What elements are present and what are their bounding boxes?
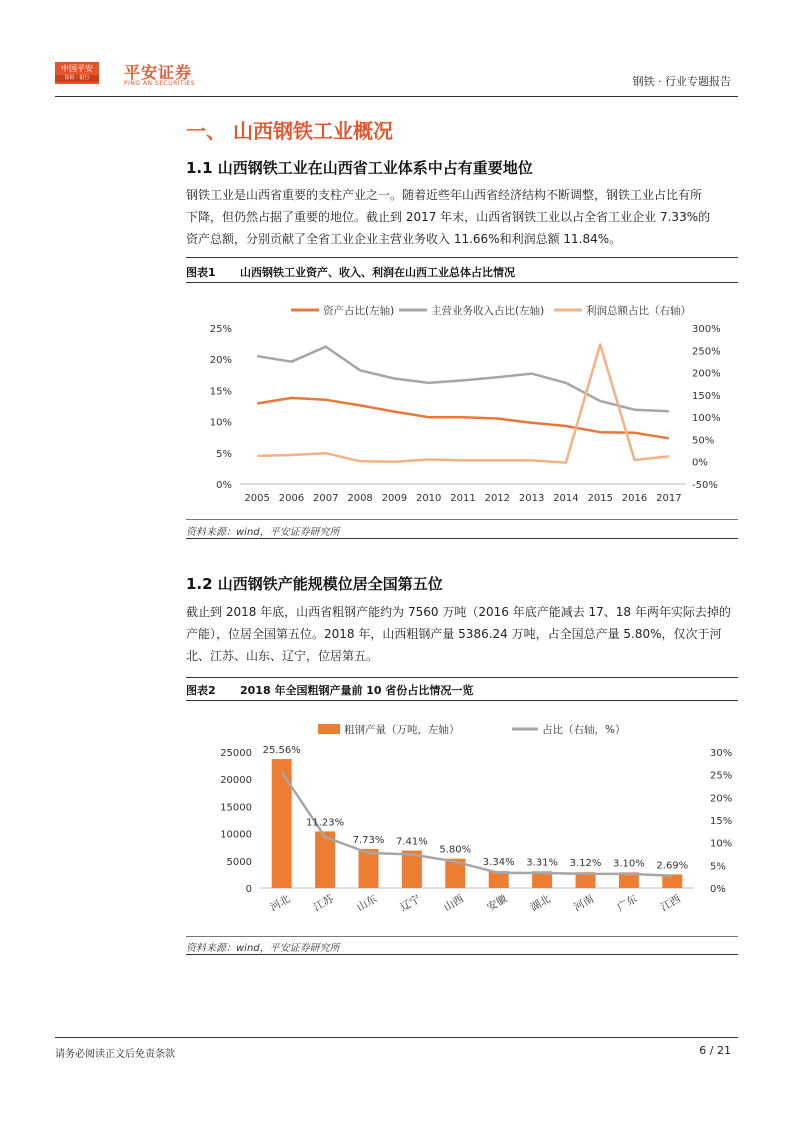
figure-top-rule bbox=[186, 257, 738, 258]
data-label: 3.12% bbox=[569, 858, 602, 870]
figure-caption: 山西钢铁工业资产、收入、利润在山西工业总体占比情况 bbox=[240, 266, 515, 279]
y-right-tick-label: 150% bbox=[692, 390, 721, 402]
subsection-title-1-2: 1.2 山西钢铁产能规模位居全国第五位 bbox=[186, 575, 443, 593]
x-tick-label: 安徽 bbox=[485, 892, 510, 914]
legend-swatch bbox=[318, 724, 340, 734]
logo-subtext: 保险 · 银行 bbox=[55, 75, 99, 82]
figure-source-rule bbox=[186, 936, 738, 937]
legend-label: 利润总额占比（右轴） bbox=[586, 305, 691, 317]
legend-label: 资产占比(左轴) bbox=[323, 305, 395, 317]
brand-name-en: PING AN SECURITIES bbox=[124, 80, 196, 87]
data-label: 3.10% bbox=[613, 858, 645, 870]
subsection-title-1-1: 1.1 山西钢铁工业在山西省工业体系中占有重要地位 bbox=[186, 159, 533, 177]
figure-number: 图表2 bbox=[186, 684, 216, 697]
x-tick-label: 山西 bbox=[441, 892, 466, 914]
y-right-tick-label: 10% bbox=[710, 838, 733, 850]
data-label: 11.23% bbox=[306, 817, 345, 829]
y-left-tick-label: 5000 bbox=[226, 856, 252, 868]
x-tick-label: 2011 bbox=[450, 493, 476, 504]
header-divider bbox=[55, 96, 738, 97]
y-left-tick-label: 25% bbox=[209, 324, 232, 335]
y-left-tick-label: 25000 bbox=[220, 748, 252, 759]
y-left-tick-label: 15% bbox=[209, 386, 232, 398]
legend-label: 主营业务收入占比(左轴) bbox=[431, 305, 545, 317]
footer-divider bbox=[55, 1037, 738, 1038]
y-right-tick-label: -50% bbox=[692, 480, 718, 491]
y-left-tick-label: 5% bbox=[216, 448, 232, 460]
x-tick-label: 2006 bbox=[278, 493, 305, 504]
x-tick-label: 2017 bbox=[656, 493, 682, 504]
data-label: 3.31% bbox=[526, 857, 558, 869]
figure-source-rule bbox=[186, 519, 738, 520]
x-tick-label: 2014 bbox=[553, 493, 579, 504]
x-tick-label: 河北 bbox=[268, 892, 293, 914]
y-right-tick-label: 25% bbox=[710, 770, 733, 782]
bar bbox=[272, 759, 292, 888]
y-left-tick-label: 20% bbox=[209, 355, 232, 367]
figure-1-title bbox=[186, 264, 515, 280]
x-tick-label: 2015 bbox=[587, 493, 613, 504]
y-left-tick-label: 15000 bbox=[220, 802, 252, 814]
section-title: 一、 山西钢铁工业概况 bbox=[186, 119, 393, 143]
chart-1-line bbox=[186, 290, 738, 515]
brand-name: 平安证券 bbox=[124, 63, 193, 82]
logo-text: 中国平安 bbox=[61, 64, 93, 73]
paragraph-line: 钢铁工业是山西省重要的支柱产业之一。随着近些年山西省经济结构不断调整，钢铁工业占比有所 bbox=[186, 188, 703, 202]
x-tick-label: 江苏 bbox=[311, 892, 336, 914]
y-left-tick-label: 0 bbox=[245, 884, 252, 895]
y-right-tick-label: 300% bbox=[692, 324, 721, 335]
figure-title-rule bbox=[186, 282, 738, 283]
x-tick-label: 2012 bbox=[484, 493, 511, 504]
x-tick-label: 2010 bbox=[415, 493, 442, 504]
y-left-tick-label: 20000 bbox=[220, 775, 252, 787]
figure-2-source: 资料来源：wind，平安证券研究所 bbox=[186, 943, 340, 954]
x-tick-label: 辽宁 bbox=[398, 892, 423, 914]
x-tick-label: 2013 bbox=[518, 493, 545, 504]
x-tick-label: 广东 bbox=[615, 892, 640, 914]
paragraph-line: 产能），位居全国第五位。2018 年，山西粗钢产量 5386.24 万吨，占全国总产量 5.80%，仅次于河 bbox=[186, 627, 722, 641]
data-label: 3.34% bbox=[482, 857, 515, 869]
data-label: 2.69% bbox=[656, 860, 689, 872]
page-number: 6 / 21 bbox=[699, 1044, 731, 1057]
figure-bottom-rule bbox=[186, 954, 738, 955]
legend-label: 粗钢产量（万吨，左轴） bbox=[344, 724, 460, 736]
y-right-tick-label: 250% bbox=[692, 346, 721, 358]
x-tick-label: 2016 bbox=[621, 493, 648, 504]
data-label: 7.41% bbox=[396, 836, 428, 848]
x-tick-label: 河南 bbox=[571, 892, 597, 914]
figure-title-rule bbox=[186, 700, 738, 701]
figure-2-title bbox=[186, 682, 473, 698]
data-label: 25.56% bbox=[262, 745, 301, 757]
paragraph-1-2 bbox=[186, 601, 738, 667]
y-left-tick-label: 10000 bbox=[220, 829, 252, 841]
x-tick-label: 2009 bbox=[381, 493, 408, 504]
figure-bottom-rule bbox=[186, 538, 738, 539]
x-tick-label: 山东 bbox=[354, 892, 380, 914]
y-right-tick-label: 5% bbox=[710, 861, 726, 873]
data-label: 5.80% bbox=[439, 844, 472, 856]
pingan-group-logo bbox=[55, 62, 99, 84]
series-line bbox=[257, 347, 669, 412]
legend-label: 占比（右轴，%） bbox=[542, 724, 626, 736]
x-tick-label: 2008 bbox=[347, 493, 373, 504]
paragraph-1-1 bbox=[186, 184, 738, 250]
y-right-tick-label: 20% bbox=[710, 793, 733, 805]
figure-caption: 2018 年全国粗钢产量前 10 省份占比情况一览 bbox=[240, 684, 474, 697]
y-right-tick-label: 0% bbox=[710, 884, 726, 895]
y-left-tick-label: 0% bbox=[216, 480, 232, 491]
footer-disclaimer: 请务必阅读正文后免责条款 bbox=[55, 1049, 175, 1060]
figure-number: 图表1 bbox=[186, 266, 216, 279]
paragraph-line: 北、江苏、山东、辽宁，位居第五。 bbox=[186, 649, 379, 663]
chart-2-bar bbox=[186, 708, 738, 934]
y-left-tick-label: 10% bbox=[209, 417, 232, 429]
y-right-tick-label: 15% bbox=[710, 816, 733, 827]
y-right-tick-label: 30% bbox=[710, 748, 733, 759]
x-tick-label: 湖北 bbox=[528, 892, 553, 914]
paragraph-line: 资产总额，分别贡献了全省工业企业主营业务收入 11.66%和利润总额 11.84%。 bbox=[186, 232, 622, 246]
figure-1-source: 资料来源：wind，平安证券研究所 bbox=[186, 527, 340, 538]
x-tick-label: 2005 bbox=[244, 493, 270, 504]
x-tick-label: 2007 bbox=[313, 493, 339, 504]
y-right-tick-label: 200% bbox=[692, 368, 721, 380]
bar bbox=[359, 849, 379, 888]
paragraph-line: 截止到 2018 年底，山西省粗钢产能约为 7560 万吨（2016 年底产能减去 17、18 年两年实际去掉的 bbox=[186, 605, 731, 619]
report-type: 钢铁 · 行业专题报告 bbox=[632, 75, 731, 88]
data-label: 7.73% bbox=[352, 834, 385, 846]
paragraph-line: 下降，但仍然占据了重要的地位。截止到 2017 年末，山西省钢铁工业以占全省工业企业 7.33%的 bbox=[186, 210, 711, 224]
figure-top-rule bbox=[186, 677, 738, 678]
y-right-tick-label: 100% bbox=[692, 413, 721, 425]
y-right-tick-label: 50% bbox=[692, 435, 715, 447]
x-tick-label: 江西 bbox=[658, 892, 683, 914]
y-right-tick-label: 0% bbox=[692, 457, 708, 469]
